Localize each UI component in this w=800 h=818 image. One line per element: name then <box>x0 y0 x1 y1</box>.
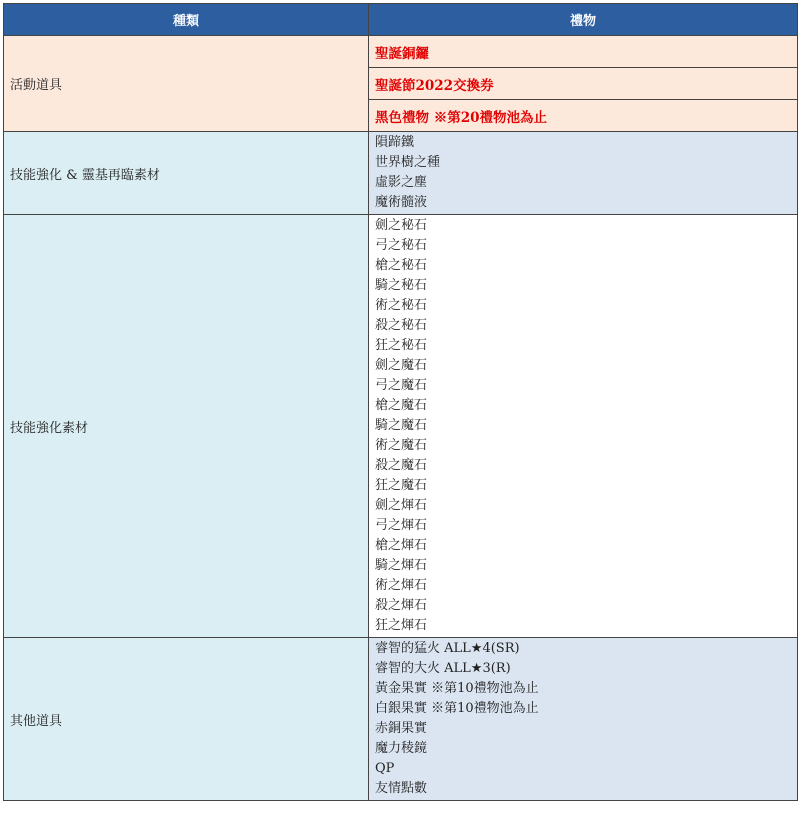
event-item: 聖誕節2022交換券 <box>369 68 798 100</box>
list-item: 槍之煇石 <box>375 538 428 553</box>
list-item: 術之煇石 <box>375 578 428 593</box>
list-item: 殺之秘石 <box>375 318 428 333</box>
other-items <box>369 638 798 801</box>
skill-items <box>369 215 798 638</box>
list-item: 騎之魔石 <box>375 418 428 433</box>
list-item: 劍之秘石 <box>375 218 428 233</box>
ascension-row <box>4 132 798 215</box>
other-row <box>4 638 798 801</box>
event-item: 聖誕銅鑼 <box>369 36 798 68</box>
list-item: 魔術髓液 <box>375 195 428 210</box>
list-item: 狂之煇石 <box>375 618 428 633</box>
list-item: 騎之秘石 <box>375 278 428 293</box>
gift-table <box>3 3 798 801</box>
list-item: 劍之魔石 <box>375 358 428 373</box>
list-item: 狂之魔石 <box>375 478 428 493</box>
list-item: 狂之秘石 <box>375 338 428 353</box>
ascension-items <box>369 132 798 215</box>
list-item: 劍之煇石 <box>375 498 428 513</box>
list-item: 弓之秘石 <box>375 238 428 253</box>
list-item: 槍之秘石 <box>375 258 428 273</box>
list-item: QP <box>375 761 395 776</box>
header-row <box>4 4 798 36</box>
list-item: 赤銅果實 <box>375 721 428 736</box>
list-item: 睿智的大火 ALL★3(R) <box>375 661 511 676</box>
list-item: 隕蹄鐵 <box>375 135 415 150</box>
header-type: 種類 <box>4 4 369 36</box>
list-item: 虛影之塵 <box>375 175 428 190</box>
category-other: 其他道具 <box>4 638 369 801</box>
event-row <box>4 36 798 68</box>
list-item: 騎之煇石 <box>375 558 428 573</box>
list-item: 術之魔石 <box>375 438 428 453</box>
category-skill: 技能強化素材 <box>4 215 369 638</box>
category-event: 活動道具 <box>4 36 369 132</box>
list-item: 術之秘石 <box>375 298 428 313</box>
list-item: 魔力稜鏡 <box>375 741 428 756</box>
list-item: 弓之煇石 <box>375 518 428 533</box>
list-item: 白銀果實 ※第10禮物池為止 <box>375 701 539 716</box>
list-item: 睿智的猛火 ALL★4(SR) <box>375 641 520 656</box>
list-item: 槍之魔石 <box>375 398 428 413</box>
list-item: 友情點數 <box>375 781 428 796</box>
header-gift: 禮物 <box>369 4 798 36</box>
list-item: 殺之煇石 <box>375 598 428 613</box>
category-ascension: 技能強化 & 靈基再臨素材 <box>4 132 369 215</box>
list-item: 弓之魔石 <box>375 378 428 393</box>
event-item: 黑色禮物 ※第20禮物池為止 <box>369 100 798 132</box>
list-item: 殺之魔石 <box>375 458 428 473</box>
skill-row <box>4 215 798 638</box>
list-item: 世界樹之種 <box>375 155 441 170</box>
list-item: 黃金果實 ※第10禮物池為止 <box>375 681 539 696</box>
